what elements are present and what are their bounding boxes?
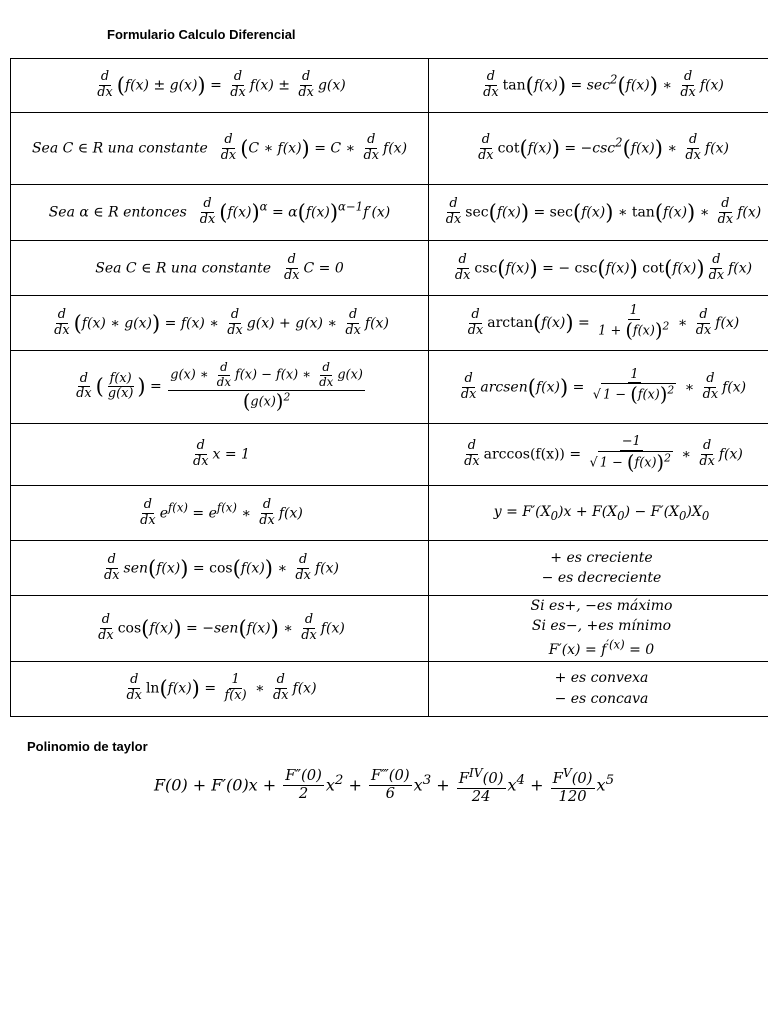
table-row bbox=[11, 351, 768, 424]
table-row bbox=[11, 185, 768, 241]
table-row bbox=[11, 59, 768, 113]
formula-sec: $\frac{d}{dx}$ sec(f(x)) = sec(f(x)) ∗ tan(f(x)) ∗ $\frac{d}{dx}$ f(x) bbox=[429, 185, 768, 241]
document-title: Formulario Calculo Diferencial bbox=[107, 27, 296, 42]
decreasing-text: − es decreciente bbox=[541, 570, 662, 586]
formula-sum-rule: $\frac{d}{dx}$ (f(x) ± g(x)) = $\frac{d}{dx}$ f(x) ± $\frac{d}{dx}$ g(x) bbox=[11, 59, 429, 113]
increasing-text: + es creciente bbox=[550, 549, 653, 566]
taylor-polynomial: F(0) + F′(0)x + $\frac{F''(0)}{2}$ $x^2$ + $\frac{F‴(0)}{6}$ $x^3$ + $\frac{F^{IV}(0)}{24}$ $x^4$ + $\frac{F^V(0)}{120}$ $x^5$ bbox=[153, 766, 615, 805]
formula-arctan: $\frac{d}{dx}$ arctan(f(x)) = $\frac{1}{1 + (f(x))^2}$ ∗ $\frac{d}{dx}$ f(x) bbox=[429, 296, 768, 351]
table-row bbox=[11, 241, 768, 296]
formula-constant-multiple: Sea C ∈ R una constante $\frac{d}{dx}$ (C ∗ f(x)) = C ∗ $\frac{d}{dx}$ f(x) bbox=[11, 113, 429, 185]
taylor-heading: Polinomio de taylor bbox=[27, 739, 148, 754]
table-row bbox=[11, 486, 768, 541]
convex-text: + es convexa bbox=[554, 670, 649, 687]
condition-text: Sea C ∈ R una constante bbox=[95, 260, 272, 276]
concave-text: − es concava bbox=[554, 690, 649, 707]
formula-quotient-rule: $\frac{d}{dx}$ ( $\frac{f(x)}{g(x)}$ ) = g(x) ∗ $\frac{d}{dx}$ f(x) − f(x) ∗ $\frac{d}{dx}$ g(x) $(g(x))^2$ bbox=[11, 351, 429, 424]
minimum-text: Si es−, +es mínimo bbox=[531, 618, 672, 635]
formula-csc: $\frac{d}{dx}$ csc(f(x)) = − csc(f(x)) cot(f(x)) $\frac{d}{dx}$ f(x) bbox=[429, 241, 768, 296]
formula-cos: $\frac{d}{dx}$ cos(f(x)) = −sen(f(x)) ∗ $\frac{d}{dx}$ f(x) bbox=[11, 596, 429, 662]
table-row bbox=[11, 113, 768, 185]
formula-sen: $\frac{d}{dx}$ sen(f(x)) = cos(f(x)) ∗ $\frac{d}{dx}$ f(x) bbox=[11, 541, 429, 596]
formula-identity: $\frac{d}{dx}$ x = 1 bbox=[11, 424, 429, 486]
formula-table bbox=[10, 58, 768, 717]
formula-ln: $\frac{d}{dx}$ ln(f(x)) = $\frac{1}{f(x)}$ ∗ $\frac{d}{dx}$ f(x) bbox=[11, 661, 429, 716]
table-row bbox=[11, 596, 768, 662]
condition-text: Sea α ∈ R entonces bbox=[48, 204, 187, 221]
critical-point-formula: $F'(x) = f^{'(x)} = 0$ bbox=[548, 637, 655, 659]
table-row bbox=[11, 424, 768, 486]
extrema-note bbox=[429, 596, 768, 662]
formula-arccos: $\frac{d}{dx}$ arccos(f(x)) = $\frac{-1}{√ 1 - (f(x))^2}$ ∗ $\frac{d}{dx}$ f(x) bbox=[429, 424, 768, 486]
formula-product-rule: $\frac{d}{dx}$ (f(x) ∗ g(x)) = f(x) ∗ $\frac{d}{dx}$ g(x) + g(x) ∗ $\frac{d}{dx}$ f(x) bbox=[11, 296, 429, 351]
formula-cot: $\frac{d}{dx}$ $\cot(f(x)) = -\csc^2(f(x))$ ∗ $\frac{d}{dx}$ f(x) bbox=[429, 113, 768, 185]
formula-arcsen: $\frac{d}{dx}$ arcsen(f(x)) = $\frac{1}{√ 1 - (f(x))^2}$ ∗ $\frac{d}{dx}$ f(x) bbox=[429, 351, 768, 424]
table-row bbox=[11, 541, 768, 596]
formula-power-rule: Sea α ∈ R entonces $\frac{d}{dx}$ $(f(x))^\alpha = \alpha(f(x))^{\alpha-1}f'(x)$ bbox=[11, 185, 429, 241]
condition-text: Sea C ∈ R una constante bbox=[31, 140, 208, 157]
concavity-note bbox=[429, 661, 768, 716]
formula-exponential: $\frac{d}{dx}$ $e^{f(x)} = e^{f(x)}$ ∗ $\frac{d}{dx}$ f(x) bbox=[11, 486, 429, 541]
table-row bbox=[11, 661, 768, 716]
maximum-text: Si es+, −es máximo bbox=[530, 598, 673, 614]
formula-constant: Sea C ∈ R una constante $\frac{d}{dx}$ C = 0 bbox=[11, 241, 429, 296]
formula-tangent-line: $y = F'(X_0)x + F(X_0) - F'(X_0)X_0$ bbox=[429, 486, 768, 541]
monotonicity-note bbox=[429, 541, 768, 596]
table-row bbox=[11, 296, 768, 351]
formula-tan: $\frac{d}{dx}$ $\tan(f(x)) = \sec^2(f(x))$ ∗ $\frac{d}{dx}$ f(x) bbox=[429, 59, 768, 113]
